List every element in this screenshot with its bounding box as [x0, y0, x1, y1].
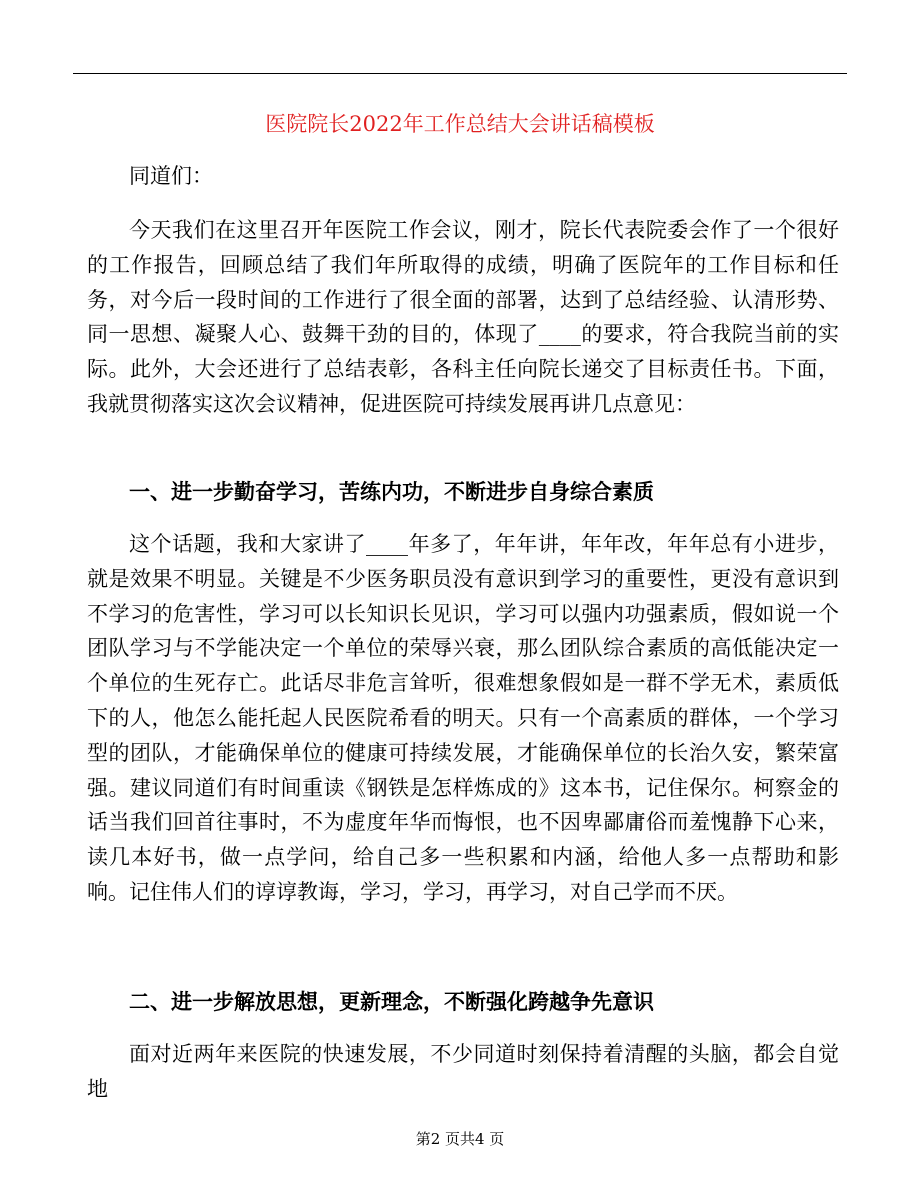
body-paragraph-2: 这个话题，我和大家讲了____年多了，年年讲，年年改，年年总有小进步，就是效果不明显。关键是不少医务职员没有意识到学习的重要性，更没有意识到不学习的危害性，学习可以长知识长见识，学习可以强内功强素质，假如说一个团队学习与不学能决定一个单位的荣辱兴衰，那么团队综合素质的高低能决定一个单位的生死存亡。此话尽非危言耸听，很难想象假如是一群不学无术，素质低下的人，他怎么能托起人民医院希看的明天。只有一个高素质的群体，一个学习型的团队，才能确保单位的健康可持续发展，才能确保单位的长治久安，繁荣富强。建议同道们有时间重读《钢铁是怎样炼成的》这本书，记住保尔。柯察金的话当我们回首往事时，不为虚度年华而悔恨，也不因卑鄙庸俗而羞愧静下心来，读几本好书，做一点学问，给自己多一些积累和内涵，给他人多一点帮助和影响。记住伟人们的谆谆教诲，学习，学习，再学习，对自己学而不厌。 [87, 532, 839, 904]
header-rule [73, 73, 847, 74]
body-paragraph-3: 面对近两年来医院的快速发展，不少同道时刻保持着清醒的头脑，都会自觉地 [87, 1042, 839, 1101]
section-heading-2: 二、进一步解放思想，更新理念，不断强化跨越争先意识 [129, 989, 654, 1014]
salutation: 同道们： [129, 164, 213, 188]
body-paragraph-1: 今天我们在这里召开年医院工作会议，刚才，院长代表院委会作了一个很好的工作报告，回顾总结了我们年所取得的成绩，明确了医院年的工作目标和任务，对今后一段时间的工作进行了很全面的部署，达到了总结经验、认清形势、同一思想、凝聚人心、鼓舞干劲的目的，体现了____的要求，符合我院当前的实际。此外，大会还进行了总结表彰，各科主任向院长递交了目标责任书。下面，我就贯彻落实这次会议精神，促进医院可持续发展再讲几点意见： [87, 218, 839, 416]
section-heading-1: 一、进一步勤奋学习，苦练内功，不断进步自身综合素质 [129, 479, 654, 504]
document-title: 医院院长2022年工作总结大会讲话稿模板 [265, 112, 655, 136]
page-number-footer: 第2 页共4 页 [415, 1130, 505, 1148]
